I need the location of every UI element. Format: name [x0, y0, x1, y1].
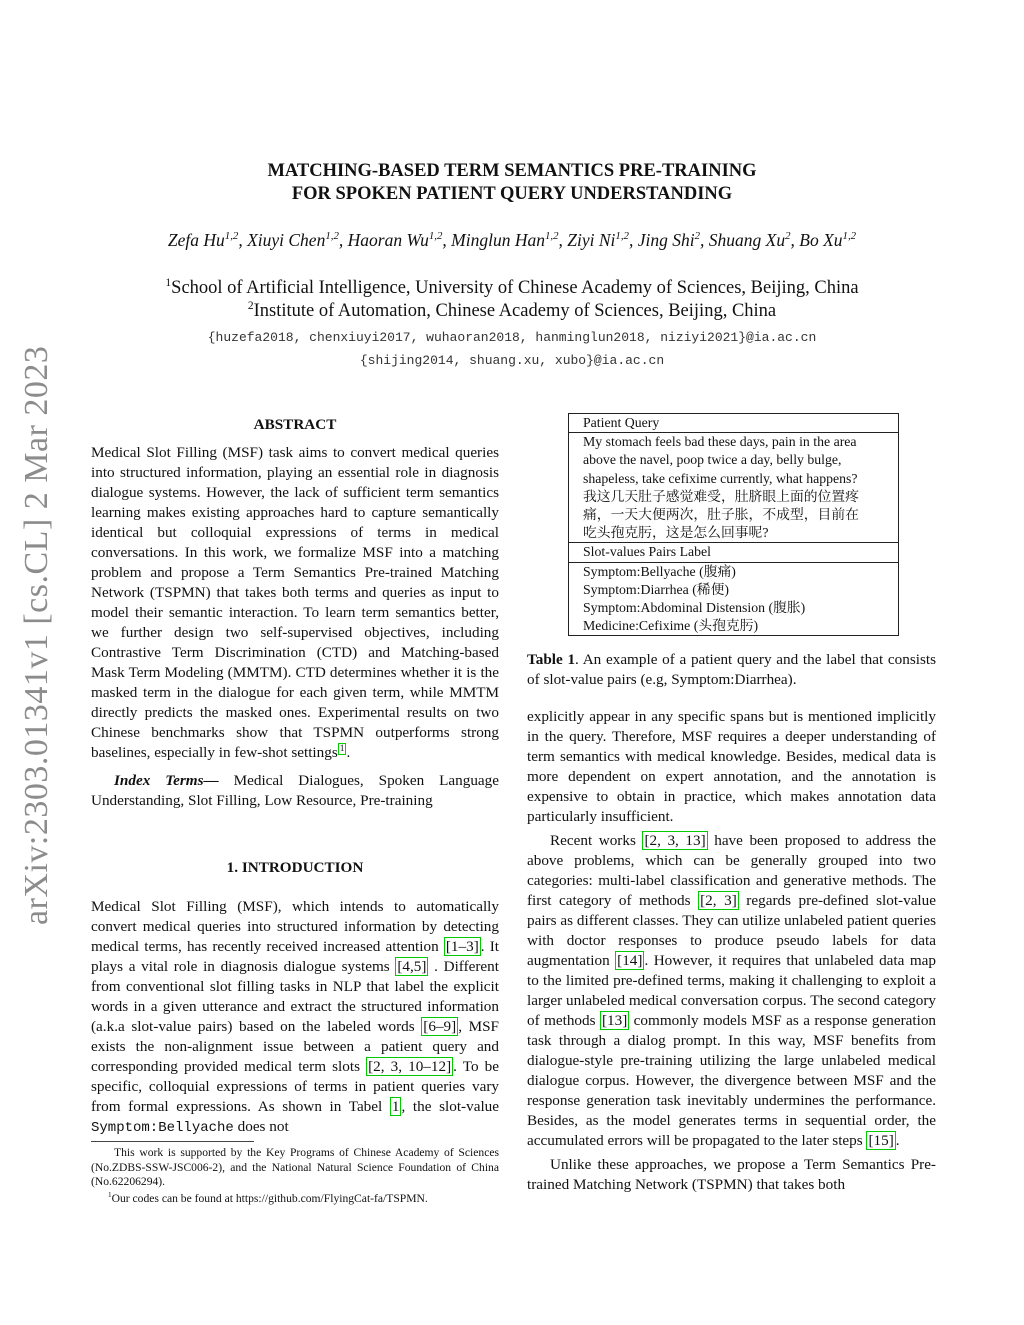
author-list: Zefa Hu$^{1,2}$, Xiuyi Chen$^{1,2}$, Haoran Wu$^{1,2}$, Minglun Han$^{1,2}$, Ziyi Ni$^{1,2}$, Jing Shi$^2$, Shuang Xu$^2$, Bo Xu$^{1,2}$: [167, 230, 857, 250]
citation-link[interactable]: [13]: [601, 1012, 628, 1029]
funding-footnote: This work is supported by the Key Programs of Chinese Academy of Sciences (No.ZDBS-SSW-JSC006-2), and the National Natural Science Foundation of China (No.62206294).: [91, 1146, 499, 1188]
arxiv-identifier: arXiv:2303.01341v1 [cs.CL] 2 Mar 2023: [18, 345, 55, 925]
author: Minglun Han$^{1,2}$: [451, 230, 559, 250]
citation-link[interactable]: [4,5]: [397, 958, 427, 975]
paper-title: [100, 160, 924, 206]
abstract-section: [91, 415, 499, 811]
author: Jing Shi$^2$: [637, 230, 701, 250]
footnote-divider: [91, 1141, 254, 1142]
citation-link[interactable]: [2, 3, 13]: [644, 832, 706, 849]
author: Xiuyi Chen$^{1,2}$: [247, 230, 339, 250]
title-line-1: MATCHING-BASED TERM SEMANTICS PRE-TRAINING: [267, 161, 757, 181]
abstract-heading: ABSTRACT: [253, 416, 337, 433]
citation-link[interactable]: [14]: [617, 952, 643, 969]
author: Ziyi Ni$^{1,2}$: [567, 230, 629, 250]
table-label-cell: Symptom:Bellyache (腹痛) Symptom:Diarrhea (稀便) Symptom:Abdominal Distension (腹胀) Medicine:Cefixime (头孢克肟): [569, 562, 899, 636]
title-line-2: FOR SPOKEN PATIENT QUERY UNDERSTANDING: [291, 184, 733, 204]
abstract-text: Medical Slot Filling (MSF) task aims to convert medical queries into structured information, playing an essential role in diagnosis dialogue systems. However, the lack of sufficient term semantics learning makes existing approaches hard to capture semantically identical but colloquial expressions of terms in medical conversations. In this work, we formalize MSF into a matching problem and propose a Term Semantics Pre-trained Matching Network (TSPMN) that takes both terms and queries as input to model their semantic interaction. To learn term semantics better, we further design two self-supervised objectives, including Contrastive Term Discrimination (CTD) and Matching-based Mask Term Modeling (MMTM). CTD determines whether it is the masked term in the dialogue for each given term, while MMTM directly predicts the masked ones. Experimental results on two Chinese benchmarks show that TSPMN outperforms strong baselines, especially in few-shot settings $^1$ .: [91, 444, 499, 761]
citation-link[interactable]: [6–9]: [423, 1018, 457, 1035]
table-header-label: Slot-values Pairs Label: [569, 543, 899, 562]
code-footnote: $^1$Our codes can be found at https://github.com/FlyingCat-fa/TSPMN.: [108, 1191, 428, 1205]
citation-link[interactable]: [2, 3]: [700, 892, 737, 909]
table-header-query: Patient Query: [569, 414, 899, 433]
paragraph: Unlike these approaches, we propose a Term Semantics Pre-trained Matching Network (TSPMN) that takes both: [527, 1156, 936, 1193]
table-ref-link[interactable]: 1: [391, 1098, 400, 1115]
footnote-ref[interactable]: 1: [339, 743, 345, 754]
right-column-text: [527, 707, 936, 1195]
introduction-heading: 1. INTRODUCTION: [226, 859, 364, 876]
affiliation-1: $^1$School of Artificial Intelligence, University of Chinese Academy of Sciences, Beijing, China: [165, 276, 859, 298]
example-table: [568, 413, 899, 636]
table-caption: Table 1. An example of a patient query and the label that consists of slot-value pairs (e.g, Symptom:Diarrhea).: [527, 651, 936, 688]
citation-link[interactable]: [15]: [868, 1132, 894, 1149]
email-line-1: {huzefa2018, chenxiuyi2017, wuhaoran2018, hanminglun2018, niziyi2021}@ia.ac.cn: [207, 330, 817, 345]
paragraph: Recent works [2, 3, 13] have been proposed to address the above problems, which can be generally grouped into two categories: multi-label classification and generative methods. The first category of methods [2, 3] regards pre-defined slot-value pairs as different classes. They can utilize unlabeled patient queries with doctor responses to produce pseudo labels for data augmentation [14] . However, it requires that unlabeled data map to the limited pre-defined terms, making it challenging to exploit a larger unlabeled medical conversation corpus. The second category of methods [13] commonly models MSF as a response generation task through a dialog prompt. In this way, MSF benefits from dialogue-style pre-training utilizing the large unlabeled medical dialogue corpus. However, the divergence between MSF and the response generation task inevitably undermines the performance. Besides, as the model generates terms in sequential order, the accumulated errors will be propagated to the later steps [15] .: [527, 832, 937, 1149]
author: Shuang Xu$^2$: [708, 230, 791, 250]
author: Haoran Wu$^{1,2}$: [347, 230, 443, 250]
affiliation-2: $^2$Institute of Automation, Chinese Academy of Sciences, Beijing, China: [247, 299, 777, 321]
citation-link[interactable]: [2, 3, 10–12]: [368, 1058, 452, 1075]
author: Bo Xu$^{1,2}$: [799, 230, 857, 250]
slot-value-code: Symptom:Bellyache: [91, 1120, 234, 1136]
introduction-section: [91, 858, 499, 1138]
table-query-cell: My stomach feels bad these days, pain in the area above the navel, poop twice a day, belly bulge, shapeless, take cefixime currently, what happens? 我这几天肚子感觉难受，肚脐眼上面的位置疼 痛，一天大便两次，肚子胀，不成型，目前在 吃头孢克肟，这是怎么回事呢?: [569, 433, 899, 543]
author: Zefa Hu$^{1,2}$: [167, 230, 239, 250]
paragraph: explicitly appear in any specific spans but is mentioned implicitly in the query. Therefore, MSF requires a deeper understanding of term semantics with medical knowledge. Besides, medical data is more dependent on expert annotation, and the annotation is expensive to obtain in practice, which makes annotation data particularly insufficient.: [527, 708, 936, 825]
intro-paragraph: Medical Slot Filling (MSF), which intends to automatically convert medical queries into structured information by detecting medical terms, has recently received increased attention [1–3] . It plays a vital role in diagnosis dialogue systems [4,5] . Different from conventional slot filling tasks in NLP that label the explicit words in a given utterance and extract the structured information (a.k.a slot-value pairs) based on the labeled words [6–9] , MSF exists the non-alignment issue between a patient query and corresponding provided medical term slots [2, 3, 10–12] . To be specific, colloquial expressions of terms in patient queries vary from formal expressions. As shown in Tabel 1 , the slot-value Symptom:Bellyache does not: [91, 898, 500, 1136]
citation-link[interactable]: [1–3]: [445, 938, 479, 955]
email-line-2: {shijing2014, shuang.xu, xubo}@ia.ac.cn: [359, 353, 665, 368]
index-terms: Index Terms— Medical Dialogues, Spoken Language Understanding, Slot Filling, Low Resource, Pre-training: [91, 772, 499, 809]
